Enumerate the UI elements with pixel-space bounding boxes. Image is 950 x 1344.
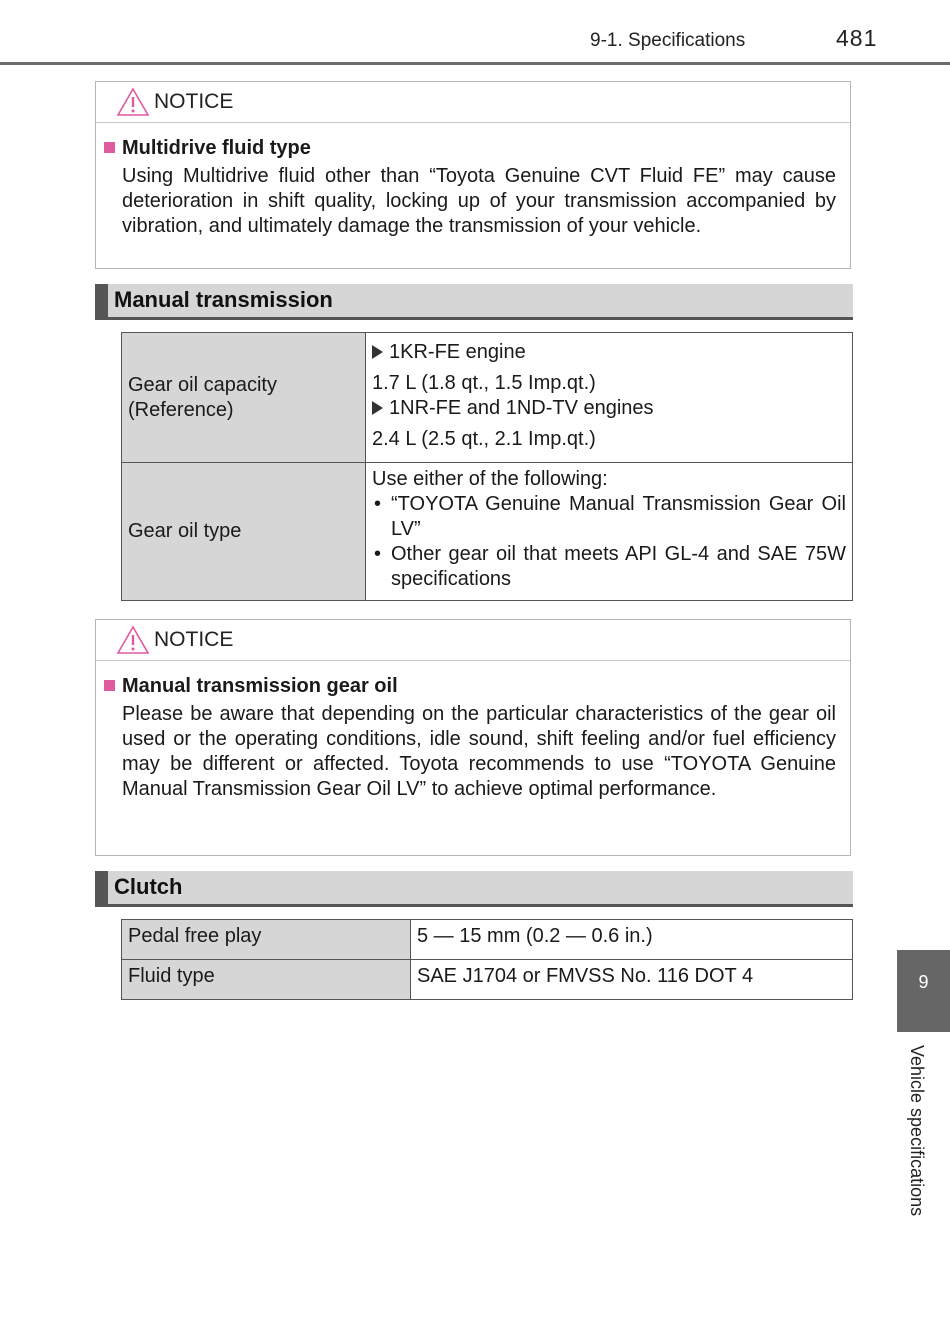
pedal-free-play-label: Pedal free play bbox=[128, 925, 262, 947]
warning-triangle-icon bbox=[116, 625, 150, 655]
section-header-clutch bbox=[95, 871, 853, 907]
bullet-dot-icon: • bbox=[374, 493, 382, 515]
notice-text: Please be aware that depending on the particular characteristics of the gear oil used or the operating conditions, idle sound, shift feeling and/or fuel efficiency may be different or affected. Toyota recommends to use “TOYOTA Genuine Manual Transmission Gear Oil LV” to achieve optimal performance. bbox=[122, 703, 836, 800]
notice-subtitle bbox=[122, 675, 836, 698]
notice-text: Using Multidrive fluid other than “Toyota Genuine CVT Fluid FE” may cause deterioration in shift quality, locking up of your transmission accompanied by vibration, and ultimately damage the transmission of your vehicle. bbox=[122, 165, 836, 237]
list-item bbox=[372, 492, 846, 542]
table-row bbox=[122, 920, 853, 960]
table-row bbox=[122, 463, 853, 601]
pink-square-bullet-icon bbox=[104, 680, 115, 691]
section-header-manual-transmission bbox=[95, 284, 853, 320]
table-value-cell bbox=[366, 463, 853, 601]
engine-label: 1NR-FE and 1ND-TV engines bbox=[389, 396, 654, 419]
capacity-value: 1.7 L (1.8 qt., 1.5 Imp.qt.) bbox=[372, 371, 596, 394]
notice-subtitle bbox=[122, 137, 836, 160]
notice-subtitle-text: Multidrive fluid type bbox=[122, 137, 311, 159]
chapter-number: 9 bbox=[918, 972, 929, 992]
clutch-table bbox=[121, 919, 853, 1000]
engine-1nr-heading bbox=[372, 396, 846, 421]
header-divider bbox=[0, 62, 950, 65]
manual-transmission-table bbox=[121, 332, 853, 601]
notice-subtitle-text: Manual transmission gear oil bbox=[122, 675, 398, 697]
table-row bbox=[122, 333, 853, 463]
pink-square-bullet-icon bbox=[104, 142, 115, 153]
table-label-cell bbox=[122, 960, 411, 1000]
engine-1kr-heading bbox=[372, 340, 846, 365]
section-title: Clutch bbox=[114, 874, 183, 899]
gear-oil-intro: Use either of the following: bbox=[372, 468, 608, 490]
list-item-text: “TOYOTA Genuine Manual Transmission Gear Oil LV” bbox=[391, 493, 846, 540]
table-value-cell bbox=[366, 333, 853, 463]
warning-triangle-icon bbox=[116, 87, 150, 117]
notice-box-multidrive bbox=[95, 81, 851, 269]
pedal-free-play-value: 5 — 15 mm (0.2 — 0.6 in.) bbox=[417, 925, 653, 947]
page-number: 481 bbox=[836, 25, 878, 51]
section-header-marker bbox=[95, 284, 108, 317]
list-item bbox=[372, 542, 846, 592]
notice-box-gear-oil bbox=[95, 619, 851, 856]
gear-oil-type-label: Gear oil type bbox=[128, 520, 242, 542]
table-label-cell bbox=[122, 920, 411, 960]
notice-title: NOTICE bbox=[154, 628, 234, 651]
notice-header bbox=[96, 620, 850, 661]
capacity-value: 2.4 L (2.5 qt., 2.1 Imp.qt.) bbox=[372, 427, 596, 450]
fluid-type-label: Fluid type bbox=[128, 965, 215, 987]
header-section-title: 9-1. Specifications bbox=[590, 30, 746, 51]
bullet-dot-icon: • bbox=[374, 543, 382, 565]
chapter-tab[interactable] bbox=[897, 950, 950, 1032]
section-header-marker bbox=[95, 871, 108, 904]
table-value-cell bbox=[411, 960, 853, 1000]
notice-header bbox=[96, 82, 850, 123]
table-value-cell bbox=[411, 920, 853, 960]
table-label-cell bbox=[122, 463, 366, 601]
triangle-right-icon bbox=[372, 401, 383, 415]
notice-title: NOTICE bbox=[154, 90, 234, 113]
engine-label: 1KR-FE engine bbox=[389, 340, 526, 363]
section-title: Manual transmission bbox=[114, 287, 333, 312]
triangle-right-icon bbox=[372, 345, 383, 359]
table-label-cell bbox=[122, 333, 366, 463]
list-item-text: Other gear oil that meets API GL-4 and SAE 75W specifications bbox=[391, 543, 846, 590]
table-row bbox=[122, 960, 853, 1000]
fluid-type-value: SAE J1704 or FMVSS No. 116 DOT 4 bbox=[417, 965, 754, 987]
chapter-label: Vehicle specifications bbox=[907, 1045, 927, 1217]
gear-oil-capacity-label: Gear oil capacity (Reference) bbox=[128, 373, 277, 421]
